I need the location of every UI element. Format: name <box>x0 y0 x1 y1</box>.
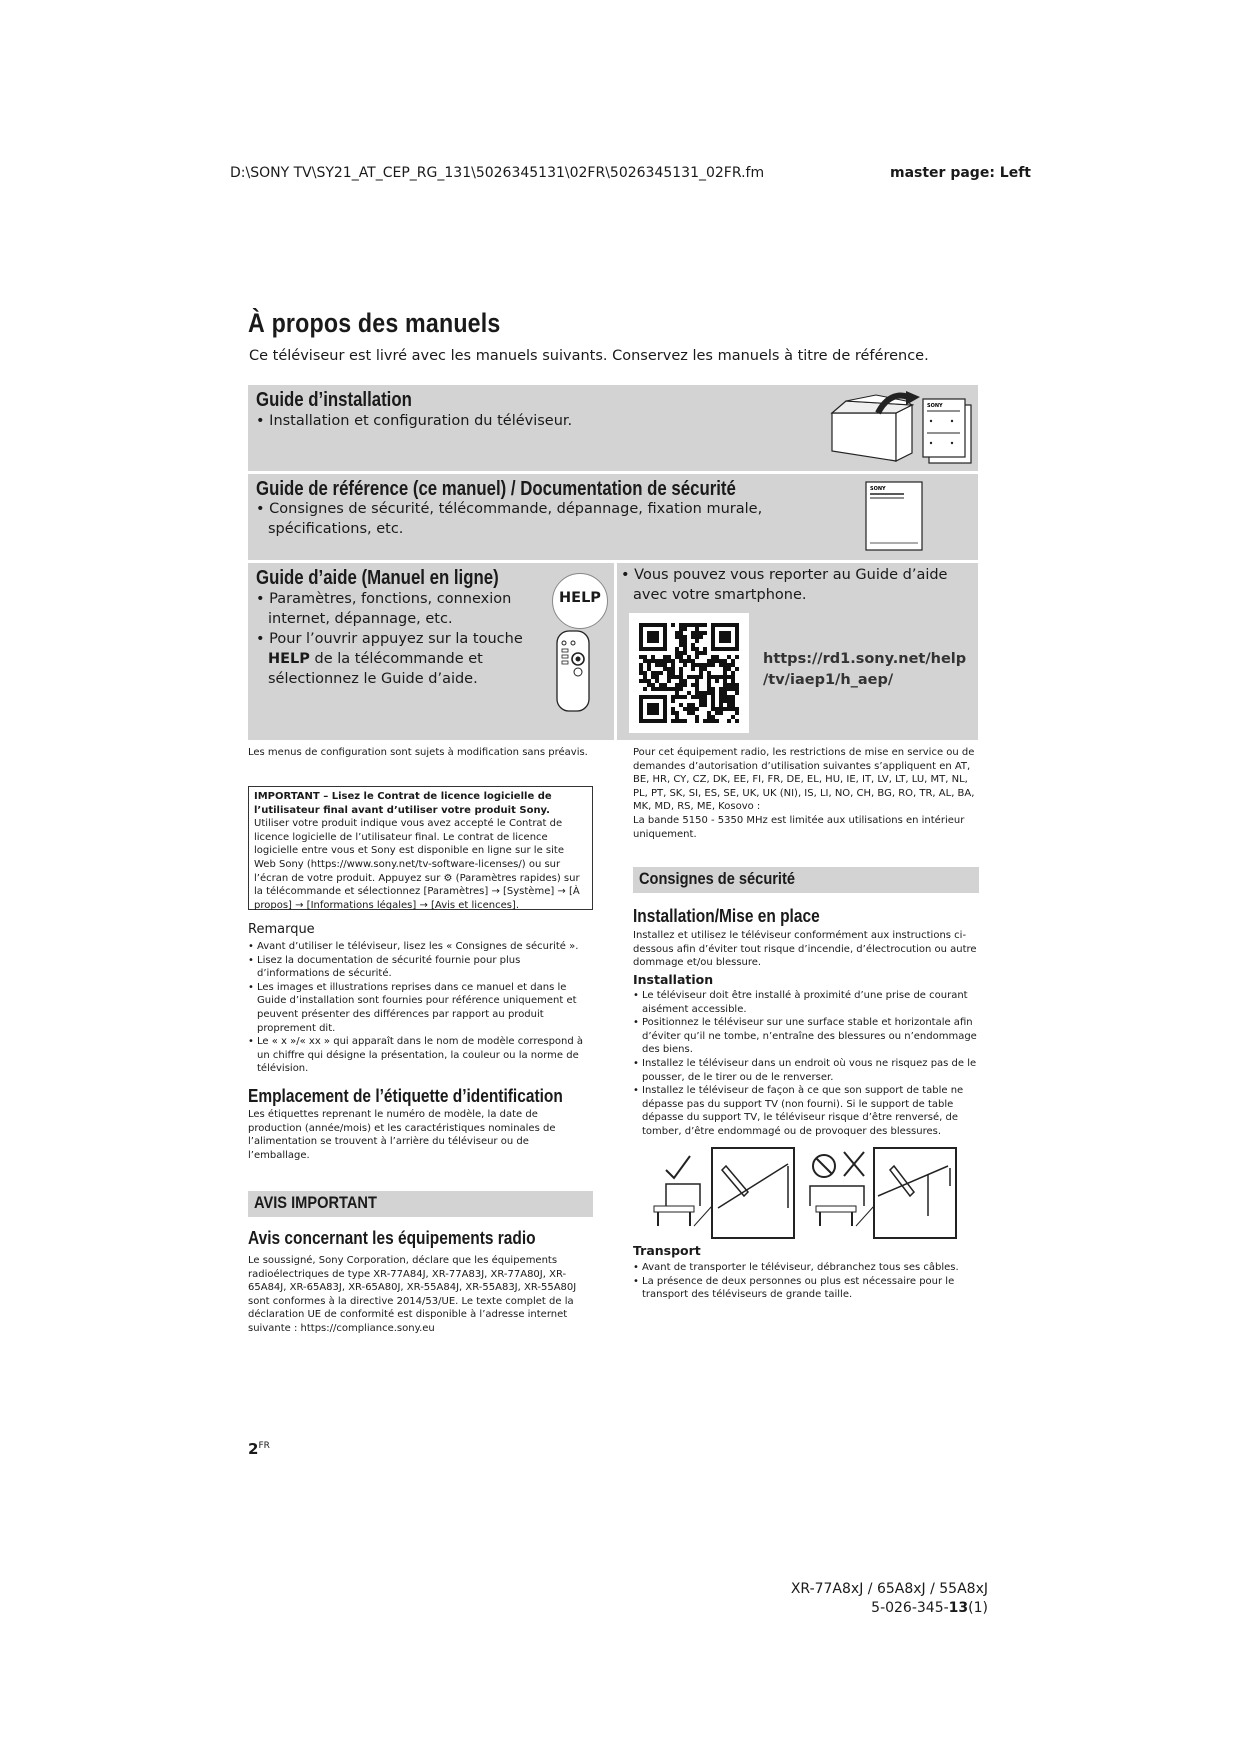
list-item: • Lisez la documentation de sécurité fournie pour plus d’informations de sécurité. <box>248 954 593 981</box>
smartphone-help-l1: • Vous pouvez vous reporter au Guide d’aide <box>621 567 948 583</box>
box-unpacking-illustration <box>826 391 976 467</box>
important-text-2: (Paramètres rapides) sur la télécommande et sélectionnez [Paramètres] → [Système] → [À propos] → [Informations légales] → [Avis et licences]. <box>254 872 580 911</box>
consignes-bar <box>633 867 979 893</box>
emplacement-text: Les étiquettes reprenant le numéro de modèle, la date de production (année/mois) et les caractéristiques nominales de l’alimentation se trouvent à l’arrière du téléviseur ou de l’emballage. <box>248 1109 556 1161</box>
installation-guide-heading: Guide d’installation <box>256 389 412 411</box>
page-title: À propos des manuels <box>248 308 501 338</box>
installation-title: Installation/Mise en place <box>633 906 820 926</box>
footer-models: XR-77A8xJ / 65A8xJ / 55A8xJ <box>790 1581 988 1597</box>
remarque-list <box>248 940 593 1076</box>
help-guide-b2-l3: sélectionnez le Guide d’aide. <box>268 671 478 687</box>
reference-guide-bullet-line2: spécifications, etc. <box>268 521 404 537</box>
consignes-label: Consignes de sécurité <box>639 869 795 888</box>
page-subtitle: Ce téléviseur est livré avec les manuels suivants. Conservez les manuels à titre de référence. <box>249 348 929 364</box>
reference-guide-heading: Guide de référence (ce manuel) / Documentation de sécurité <box>256 478 736 500</box>
menus-note: Les menus de configuration sont sujets à modification sans préavis. <box>248 747 588 758</box>
list-item: • Installez le téléviseur dans un endroit où vous ne risquez pas de le pousser, de le tirer ou de le renverser. <box>633 1057 979 1084</box>
tv-stand-safety-illustration <box>648 1146 968 1240</box>
reference-manual-illustration <box>864 480 926 554</box>
check-icon <box>666 1156 690 1178</box>
help-guide-heading: Guide d’aide (Manuel en ligne) <box>256 567 499 589</box>
list-item: • Avant d’utiliser le téléviseur, lisez les « Consignes de sécurité ». <box>248 940 593 954</box>
radio-text: Le soussigné, Sony Corporation, déclare que les équipements radioélectriques de type XR-77A84J, XR-77A83J, XR-77A80J, XR-65A84J, XR-65A83J, XR-65A80J, XR-55A84J, XR-55A83J, XR-55A80J sont conformes à la directive 2014/53/UE. Le texte complet de la déclaration UE de conformité est disponible à l’adresse internet suivante : https://compliance.sony.eu <box>248 1255 577 1334</box>
remote-control-icon <box>554 629 592 713</box>
list-item: • Le « x »/« xx » qui apparaît dans le nom de modèle correspond à un chiffre qui désigne la présentation, la couleur ou la norme de télévision. <box>248 1035 593 1076</box>
important-license-box <box>248 786 593 910</box>
sony-logo-small-2: SONY <box>870 486 886 492</box>
help-url-l2: /tv/iaep1/h_aep/ <box>763 672 894 688</box>
page-number-value: 2 <box>248 1440 259 1458</box>
important-bold: IMPORTANT – Lisez le Contrat de licence logicielle de l’utilisateur final avant d’utiliser votre produit Sony. <box>254 791 552 816</box>
avis-important-label: AVIS IMPORTANT <box>254 1193 377 1212</box>
help-guide-bullets <box>256 589 526 689</box>
installation-guide-box <box>248 385 978 471</box>
list-item: • Positionnez le téléviseur sur une surface stable et horizontale afin d’éviter qu’il ne tombe, n’entraîne des blessures ou n’endommage des biens. <box>633 1016 979 1057</box>
installation-list <box>633 989 979 1139</box>
qr-code <box>639 623 739 723</box>
list-item: • La présence de deux personnes ou plus est nécessaire pour le transport des téléviseurs de grande taille. <box>633 1275 979 1302</box>
footer-code-suffix: (1) <box>968 1600 988 1616</box>
installation-subheading: Installation <box>633 972 714 987</box>
band-note: La bande 5150 - 5350 MHz est limitée aux utilisations en intérieur uniquement. <box>633 815 965 840</box>
smartphone-help-box <box>617 563 978 740</box>
smartphone-help-bullet <box>621 565 947 605</box>
important-text-1: Utiliser votre produit indique vous avez accepté le Contrat de licence logicielle de l’utilisateur final. Le contrat de licence logicielle entre vous et Sony est disponible en ligne sur le site Web Sony (https://www.sony.net/tv-software-licenses/) ou sur l’écran de votre produit. Appuyez sur <box>254 818 564 884</box>
page-number-suffix: FR <box>258 1441 270 1451</box>
help-url-l1: https://rd1.sony.net/help <box>763 651 967 667</box>
page-number <box>248 1440 270 1458</box>
help-guide-b2-l2 <box>256 649 526 669</box>
footer-code <box>871 1600 988 1616</box>
help-guide-b1-l1: • Paramètres, fonctions, connexion <box>256 591 512 607</box>
emplacement-title: Emplacement de l’étiquette d’identification <box>248 1086 563 1106</box>
help-guide-b2-l2-rest: de la télécommande et <box>309 651 483 667</box>
help-guide-box <box>248 563 614 740</box>
reference-guide-box <box>248 474 978 560</box>
gear-icon: ⚙ <box>443 872 453 884</box>
list-item: • Installez le téléviseur de façon à ce que son support de table ne dépasse pas du support TV (non fourni). Si le support de table dépasse du support TV, le téléviseur risque d’être renversé, de tomber, d’être endommagé ou de provoquer des blessures. <box>633 1084 979 1138</box>
list-item: • Les images et illustrations reprises dans ce manuel et dans le Guide d’installation sont fournies pour référence uniquement et peuvent présenter des différences par rapport au produit proprement dit. <box>248 981 593 1035</box>
sony-logo-small-1: SONY <box>927 403 943 409</box>
transport-list <box>633 1261 979 1302</box>
help-badge-text: HELP <box>559 590 601 606</box>
footer-code-prefix: 5-026-345- <box>871 1600 949 1616</box>
radio-restrictions: Pour cet équipement radio, les restrictions de mise en service ou de demandes d’autorisation d’utilisation suivantes s’appliquent en AT, BE, HR, CY, CZ, DK, EE, FI, FR, DE, EL, HU, IE, IT, LV, LT, LU, MT, NL, PL, PT, SK, SI, ES, SE, UK, UK (NI), IS, LI, NO, CH, BG, RO, TR, AL, BA, MK, MD, RS, ME, Kosovo : <box>633 747 975 813</box>
master-page-label: master page: Left <box>890 165 1031 181</box>
installation-intro: Installez et utilisez le téléviseur conformément aux instructions ci-dessous afin d’éviter tout risque d’incendie, d’électrocution ou autre dommage et/ou blessure. <box>633 930 977 969</box>
smartphone-help-l2: avec votre smartphone. <box>633 587 807 603</box>
file-path: D:\SONY TV\SY21_AT_CEP_RG_131\5026345131\02FR\5026345131_02FR.fm <box>230 165 765 181</box>
help-key-label: HELP <box>268 651 310 667</box>
footer-code-bold: 13 <box>948 1600 969 1616</box>
reference-guide-bullet <box>256 499 762 539</box>
help-url <box>763 649 966 691</box>
help-guide-b1-l2: internet, dépannage, etc. <box>268 611 453 627</box>
list-item: • Avant de transporter le téléviseur, débranchez tous ses câbles. <box>633 1261 979 1275</box>
remarque-title: Remarque <box>248 922 315 937</box>
installation-guide-bullet: • Installation et configuration du téléviseur. <box>256 413 573 429</box>
avis-important-bar <box>248 1191 593 1217</box>
reference-guide-bullet-line1: • Consignes de sécurité, télécommande, dépannage, fixation murale, <box>256 501 763 517</box>
transport-subheading: Transport <box>633 1243 701 1258</box>
list-item: • Le téléviseur doit être installé à proximité d’une prise de courant aisément accessible. <box>633 989 979 1016</box>
radio-title: Avis concernant les équipements radio <box>248 1228 536 1248</box>
help-guide-b2-l1: • Pour l’ouvrir appuyez sur la touche <box>256 631 523 647</box>
